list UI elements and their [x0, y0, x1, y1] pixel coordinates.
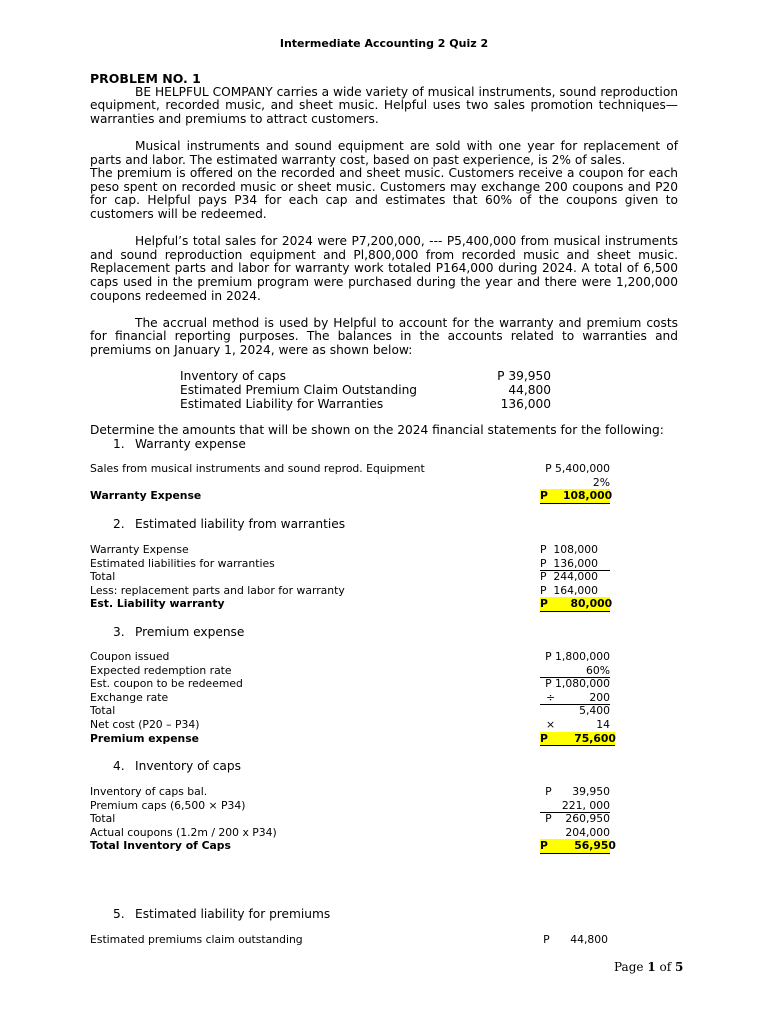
row-label: Premium expense — [90, 731, 199, 745]
calc-row — [90, 650, 610, 664]
page-header: Intermediate Accounting 2 Quiz 2 — [279, 37, 489, 50]
section-number: 5. — [113, 907, 125, 921]
balance-amount: P 39,950 — [497, 369, 551, 383]
section-number: 3. — [113, 625, 125, 639]
row-value: 5,400 — [579, 704, 610, 718]
row-value-highlighted: P 75,600 — [540, 731, 616, 745]
calc-row — [90, 826, 610, 840]
balance-amount: 44,800 — [508, 383, 551, 397]
row-value: 60% — [540, 664, 610, 679]
paragraph-premium: The premium is offered on the recorded and sheet music. Customers receive a coupon for each peso spent on recorded music or sheet music. Customers may exchange 200 coupons and P20 for cap. Helpful pays P34 for each cap and estimates that 60% of the coupons given to customers will be redeemed. — [90, 166, 678, 221]
paragraph-warranty: Musical instruments and sound equipment are sold with one year for replacement of parts and labor. The estimated warranty cost, based on past experience, is 2% of sales. — [90, 138, 678, 167]
balance-label: Estimated Premium Claim Outstanding — [180, 383, 418, 397]
row-label: Expected redemption rate — [90, 663, 232, 677]
balance-row — [180, 383, 551, 397]
balance-amount: 136,000 — [500, 397, 551, 411]
section-title: Estimated liability for premiums — [135, 907, 331, 921]
calc-row — [90, 704, 610, 718]
row-value: P 1,080,000 — [545, 677, 610, 691]
calc-row — [90, 476, 610, 490]
row-label: Coupon issued — [90, 650, 170, 663]
calc-row — [90, 584, 610, 598]
row-value: P 5,400,000 — [545, 462, 610, 475]
calc-row-result — [90, 489, 613, 503]
calc-row — [90, 664, 610, 678]
section-2-heading — [113, 517, 345, 531]
section-4-heading — [113, 759, 241, 773]
row-value-highlighted: P 56,950 — [540, 839, 616, 853]
section-title: Inventory of caps — [135, 759, 241, 773]
paragraph-sales: Helpful’s total sales for 2024 were P7,200,000, --- P5,400,000 from musical instruments and sound reproduction equipment and Pl,800,000 from recorded music and sheet music. Replacement parts and labor for warranty work totaled P164,000 during 2024. A total of 6,500 caps used in the premium program were purchased during the year and there were 1,200,000 coupons redeemed in 2024. — [90, 234, 678, 303]
page-total: 5 — [675, 960, 684, 974]
row-label: Total — [90, 812, 116, 826]
row-value: 2% — [540, 476, 610, 491]
section-title: Premium expense — [135, 625, 245, 639]
calc-row-result — [90, 597, 613, 611]
row-label: Warranty Expense — [90, 489, 202, 503]
row-value: × 14 — [540, 718, 610, 733]
row-label: Warranty Expense — [90, 543, 189, 556]
calc-row — [90, 462, 610, 476]
row-label: Total — [90, 704, 116, 718]
calc-row — [90, 691, 610, 705]
calc-row — [90, 785, 610, 799]
row-label: Estimated premiums claim outstanding — [90, 933, 303, 946]
row-label: Total — [90, 570, 116, 584]
calc-row — [90, 799, 610, 813]
row-label: Est. coupon to be redeemed — [90, 677, 243, 691]
row-value-highlighted: P 80,000 — [540, 597, 613, 611]
row-value: P 244,000 — [540, 570, 599, 584]
page-word: Page — [614, 960, 644, 974]
calc-row — [90, 557, 610, 571]
section-title: Warranty expense — [135, 437, 246, 451]
calc-row — [90, 812, 610, 826]
balance-label: Estimated Liability for Warranties — [180, 397, 384, 411]
row-label: Sales from musical instruments and sound reprod. Equipment — [90, 462, 425, 475]
calc-row — [90, 933, 610, 947]
balance-label: Inventory of caps — [180, 369, 286, 383]
balance-row — [180, 369, 551, 383]
row-value: P 1,800,000 — [545, 650, 610, 663]
row-value-highlighted: P 108,000 — [540, 489, 613, 503]
row-label: Inventory of caps bal. — [90, 785, 208, 798]
section-5-heading — [113, 907, 330, 921]
row-label: Est. Liability warranty — [90, 597, 225, 611]
of-word: of — [659, 960, 672, 974]
row-value: P 136,000 — [540, 557, 610, 572]
calc-row-result — [90, 731, 616, 746]
row-value: P 164,000 — [540, 584, 610, 599]
section-number: 4. — [113, 759, 125, 773]
calc-row-result — [90, 839, 616, 853]
row-value: ÷ 200 — [540, 691, 610, 706]
balance-row — [180, 397, 551, 411]
row-value: P 39,950 — [545, 785, 610, 798]
section-number: 1. — [113, 437, 125, 451]
problem-title: PROBLEM NO. 1 — [90, 71, 201, 86]
row-label: Actual coupons (1.2m / 200 x P34) — [90, 825, 277, 839]
section-2-calculation — [90, 543, 613, 611]
row-label: Net cost (P20 – P34) — [90, 717, 200, 731]
paragraph-intro: BE HELPFUL COMPANY carries a wide variety of musical instruments, sound reproduction equipment, recorded music, and sheet music. Helpful uses two sales promotion techniques—warranties and premiums to attract customers. — [90, 84, 678, 126]
row-value: P 44,800 — [543, 933, 608, 946]
section-5-calculation — [90, 933, 610, 947]
section-1-calculation — [90, 462, 613, 503]
row-label: Total Inventory of Caps — [90, 839, 231, 853]
calc-row — [90, 570, 610, 584]
row-value: P 108,000 — [540, 543, 599, 556]
row-value: 221, 000 — [540, 799, 610, 814]
opening-balances-table — [180, 369, 551, 411]
page-number: 1 — [647, 960, 656, 974]
row-value: P 260,950 — [545, 812, 610, 826]
section-title: Estimated liability from warranties — [135, 517, 346, 531]
section-3-calculation — [90, 650, 616, 745]
page-footer — [614, 960, 683, 974]
row-label: Exchange rate — [90, 690, 169, 704]
determine-instruction: Determine the amounts that will be shown on the 2024 financial statements for the following: — [90, 423, 664, 437]
section-number: 2. — [113, 517, 125, 531]
row-label: Less: replacement parts and labor for warranty — [90, 583, 345, 597]
section-4-calculation — [90, 785, 616, 853]
row-label: Premium caps (6,500 × P34) — [90, 798, 246, 812]
calc-row — [90, 543, 610, 557]
problem-statement — [90, 72, 678, 357]
section-3-heading — [113, 625, 244, 639]
calc-row — [90, 718, 610, 732]
paragraph-accrual: The accrual method is used by Helpful to account for the warranty and premium costs for financial reporting purposes. The balances in the accounts related to warranties and premiums on January 1, 2024, were as shown below: — [90, 315, 678, 357]
section-1-heading — [113, 437, 246, 451]
row-value: 204,000 — [540, 826, 610, 841]
row-label: Estimated liabilities for warranties — [90, 556, 275, 570]
calc-row — [90, 677, 610, 691]
